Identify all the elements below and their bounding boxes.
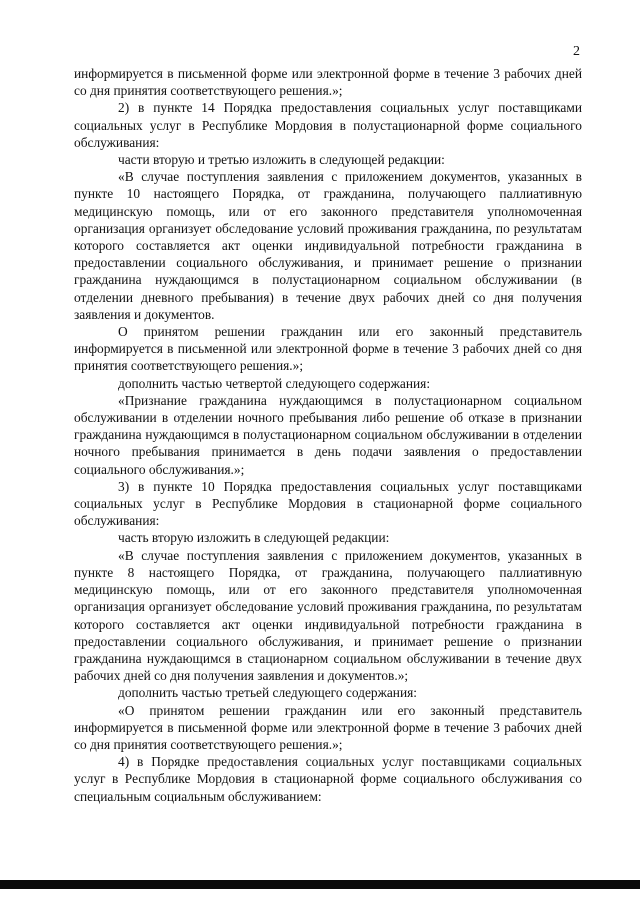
paragraph-quote-continuation: О принятом решении гражданин или его законный представитель информируется в письменной или электронной форме в течение 3 рабочих дней со дня принятия соответствующего решения.»;: [74, 324, 582, 374]
scan-edge-bar: [0, 880, 640, 889]
paragraph-quote: «В случае поступления заявления с приложением документов, указанных в пункте 10 настоящего Порядка, от гражданина, получающего паллиативную медицинскую помощь, или от его законного представителя уполномоченная организация организует обследование условий проживания гражданина, по результатам которого составляется акт оценки индивидуальной потребности гражданина в предоставлении социального обслуживания, и принимает решение о признании гражданина нуждающимся в полустационарном социальном обслуживании (в отделении дневного пребывания) в течение двух рабочих дней со дня получения заявления и документов.: [74, 169, 582, 322]
paragraph-continuation: информируется в письменной форме или электронной форме в течение 3 рабочих дней со дня принятия соответствующего решения.»;: [74, 66, 582, 99]
paragraph-instruction: дополнить частью третьей следующего содержания:: [118, 685, 417, 701]
paragraph-quote: «О принятом решении гражданин или его законный представитель информируется в письменной форме или электронной форме в течение 3 рабочих дней со дня принятия соответствующего решения.»;: [74, 702, 582, 752]
paragraph-quote: «Признание гражданина нуждающимся в полустационарном социальном обслуживании в отделении ночного пребывания либо решение об отказе в признании гражданина нуждающимся в полустационарном социальном обслуживании в отделении ночного пребывания принимается в день подачи заявления о предоставлении социального обслуживания.»;: [74, 392, 582, 477]
paragraph-instruction: дополнить частью четвертой следующего содержания:: [118, 375, 431, 391]
paragraph-item-4: 4) в Порядке предоставления социальных услуг поставщиками социальных услуг в Республике Мордовия в стационарной форме социального обслуживания со специальным социальным обслуживанием:: [74, 754, 582, 804]
page-number: 2: [573, 44, 580, 59]
paragraph-item-2: 2) в пункте 14 Порядка предоставления социальных услуг поставщиками социальных услуг в Республике Мордовия в полустационарной форме социального обслуживания:: [74, 100, 582, 150]
document-body: [74, 65, 582, 805]
paragraph-item-3: 3) в пункте 10 Порядка предоставления социальных услуг поставщиками социальных услуг в Республике Мордовия в стационарной форме социального обслуживания:: [74, 478, 582, 529]
paragraph-instruction: части вторую и третью изложить в следующей редакции:: [118, 152, 445, 168]
paragraph-quote: «В случае поступления заявления с приложением документов, указанных в пункте 8 настоящего Порядка, от гражданина, получающего паллиативную медицинскую помощь, или от его законного представителя уполномоченная организация организует обследование условий проживания гражданина, по результатам которого составляется акт оценки индивидуальной потребности гражданина в предоставлении социального обслуживания, и принимает решение о признании гражданина нуждающимся в стационарном социальном обслуживании в течение двух рабочих дней со дня получения заявления и документов.»;: [74, 547, 582, 684]
paragraph-instruction: часть вторую изложить в следующей редакции:: [118, 530, 390, 546]
